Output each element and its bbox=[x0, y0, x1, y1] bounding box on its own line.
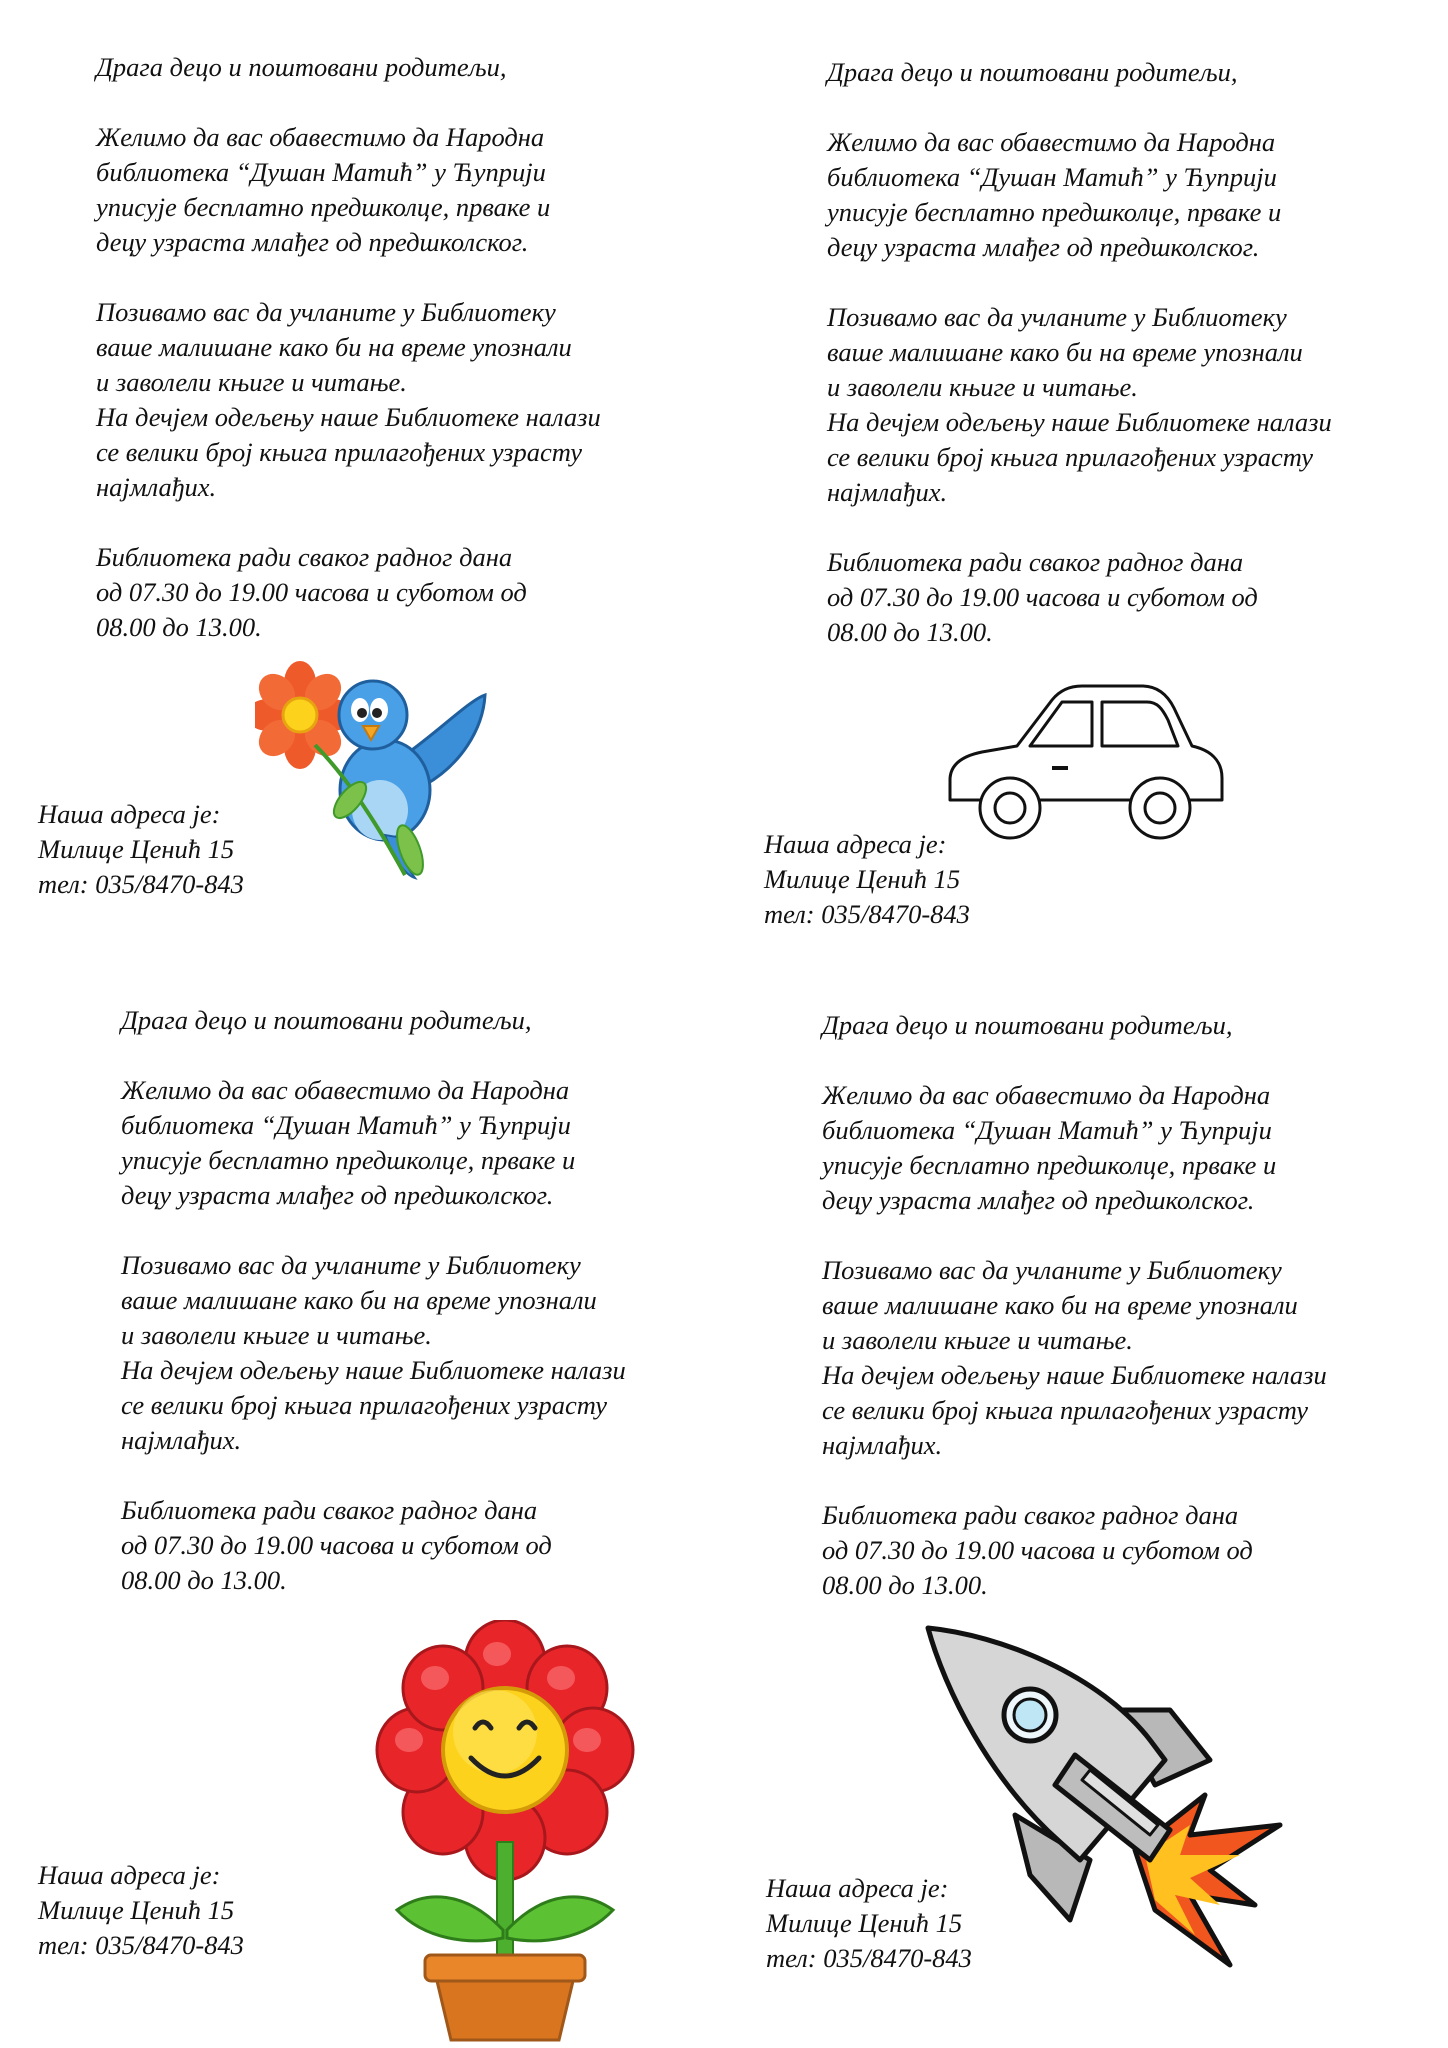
flyer-top-right bbox=[827, 55, 1332, 650]
text-line: уписује бесплатно предшколце, прваке и bbox=[822, 1150, 1277, 1180]
text-line: и заволели књиге и читање. bbox=[121, 1320, 432, 1350]
text-line: Желимо да вас обавестимо да Народна bbox=[822, 1080, 1271, 1110]
text-line: најмлађих. bbox=[96, 472, 217, 502]
text-line: ваше малишане како би на време упознали bbox=[121, 1285, 597, 1315]
text-line: и заволели књиге и читање. bbox=[827, 372, 1138, 402]
flyer-bottom-left bbox=[121, 1003, 626, 1598]
text-line: библиотека “Душан Матић” у Ћуприји bbox=[822, 1115, 1272, 1145]
text-line: од 07.30 до 19.00 часова и суботом од bbox=[827, 582, 1258, 612]
text-line: од 07.30 до 19.00 часова и суботом од bbox=[96, 577, 527, 607]
address-street: Милице Ценић 15 bbox=[766, 1908, 963, 1938]
text-line: Библиотека ради сваког радног дана bbox=[822, 1500, 1239, 1530]
text-line: најмлађих. bbox=[121, 1425, 242, 1455]
smiling-flower-pot-icon bbox=[355, 1620, 655, 2045]
text-line: Позивамо вас да учланите у Библиотеку bbox=[121, 1250, 581, 1280]
greeting: Драга децо и поштовани родитељи, bbox=[822, 1010, 1233, 1040]
address-street: Милице Ценић 15 bbox=[38, 834, 235, 864]
text-line: Позивамо вас да учланите у Библиотеку bbox=[827, 302, 1287, 332]
text-line: библиотека “Душан Матић” у Ћуприји bbox=[96, 157, 546, 187]
text-line: децу узраста млађег од предшколског. bbox=[822, 1185, 1255, 1215]
text-line: се велики број књига прилагођених узрасту bbox=[827, 442, 1313, 472]
text-line: се велики број књига прилагођених узрасту bbox=[822, 1395, 1308, 1425]
text-line: На дечјем одељењу наше Библиотеке налази bbox=[822, 1360, 1327, 1390]
address-block bbox=[764, 827, 970, 932]
greeting: Драга децо и поштовани родитељи, bbox=[121, 1005, 532, 1035]
text-line: Библиотека ради сваког радног дана bbox=[827, 547, 1244, 577]
flyer-top-left bbox=[96, 50, 601, 645]
car-outline-icon bbox=[942, 680, 1227, 840]
greeting: Драга децо и поштовани родитељи, bbox=[827, 57, 1238, 87]
text-line: се велики број књига прилагођених узрасту bbox=[121, 1390, 607, 1420]
text-line: ваше малишане како би на време упознали bbox=[827, 337, 1303, 367]
address-label: Наша адреса је: bbox=[764, 829, 947, 859]
text-line: и заволели књиге и читање. bbox=[96, 367, 407, 397]
text-line: од 07.30 до 19.00 часова и суботом од bbox=[822, 1535, 1253, 1565]
text-line: библиотека “Душан Матић” у Ћуприји bbox=[827, 162, 1277, 192]
address-block bbox=[38, 797, 244, 902]
address-label: Наша адреса је: bbox=[766, 1873, 949, 1903]
rocket-icon bbox=[920, 1620, 1285, 1980]
text-line: Библиотека ради сваког радног дана bbox=[96, 542, 513, 572]
text-line: најмлађих. bbox=[827, 477, 948, 507]
text-line: На дечјем одељењу наше Библиотеке налази bbox=[827, 407, 1332, 437]
text-line: 08.00 до 13.00. bbox=[827, 617, 993, 647]
flyer-bottom-right bbox=[822, 1008, 1327, 1603]
address-block bbox=[38, 1858, 244, 1963]
text-line: Желимо да вас обавестимо да Народна bbox=[827, 127, 1276, 157]
address-street: Милице Ценић 15 bbox=[764, 864, 961, 894]
text-line: се велики број књига прилагођених узрасту bbox=[96, 437, 582, 467]
text-line: Позивамо вас да учланите у Библиотеку bbox=[96, 297, 556, 327]
text-line: ваше малишане како би на време упознали bbox=[822, 1290, 1298, 1320]
text-line: децу узраста млађег од предшколског. bbox=[121, 1180, 554, 1210]
greeting: Драга децо и поштовани родитељи, bbox=[96, 52, 507, 82]
text-line: Позивамо вас да учланите у Библиотеку bbox=[822, 1255, 1282, 1285]
text-line: На дечјем одељењу наше Библиотеке налази bbox=[96, 402, 601, 432]
text-line: уписује бесплатно предшколце, прваке и bbox=[96, 192, 551, 222]
address-phone: тел: 035/8470-843 bbox=[766, 1943, 972, 1973]
text-line: од 07.30 до 19.00 часова и суботом од bbox=[121, 1530, 552, 1560]
address-phone: тел: 035/8470-843 bbox=[38, 1930, 244, 1960]
text-line: библиотека “Душан Матић” у Ћуприји bbox=[121, 1110, 571, 1140]
address-phone: тел: 035/8470-843 bbox=[38, 869, 244, 899]
text-line: и заволели књиге и читање. bbox=[822, 1325, 1133, 1355]
text-line: Желимо да вас обавестимо да Народна bbox=[121, 1075, 570, 1105]
text-line: 08.00 до 13.00. bbox=[96, 612, 262, 642]
address-street: Милице Ценић 15 bbox=[38, 1895, 235, 1925]
bird-with-flower-icon bbox=[255, 660, 495, 885]
text-line: 08.00 до 13.00. bbox=[822, 1570, 988, 1600]
text-line: 08.00 до 13.00. bbox=[121, 1565, 287, 1595]
text-line: ваше малишане како би на време упознали bbox=[96, 332, 572, 362]
text-line: уписује бесплатно предшколце, прваке и bbox=[827, 197, 1282, 227]
text-line: Библиотека ради сваког радног дана bbox=[121, 1495, 538, 1525]
text-line: децу узраста млађег од предшколског. bbox=[827, 232, 1260, 262]
text-line: Желимо да вас обавестимо да Народна bbox=[96, 122, 545, 152]
address-label: Наша адреса је: bbox=[38, 1860, 221, 1890]
text-line: најмлађих. bbox=[822, 1430, 943, 1460]
address-phone: тел: 035/8470-843 bbox=[764, 899, 970, 929]
text-line: На дечјем одељењу наше Библиотеке налази bbox=[121, 1355, 626, 1385]
text-line: уписује бесплатно предшколце, прваке и bbox=[121, 1145, 576, 1175]
address-label: Наша адреса је: bbox=[38, 799, 221, 829]
text-line: децу узраста млађег од предшколског. bbox=[96, 227, 529, 257]
